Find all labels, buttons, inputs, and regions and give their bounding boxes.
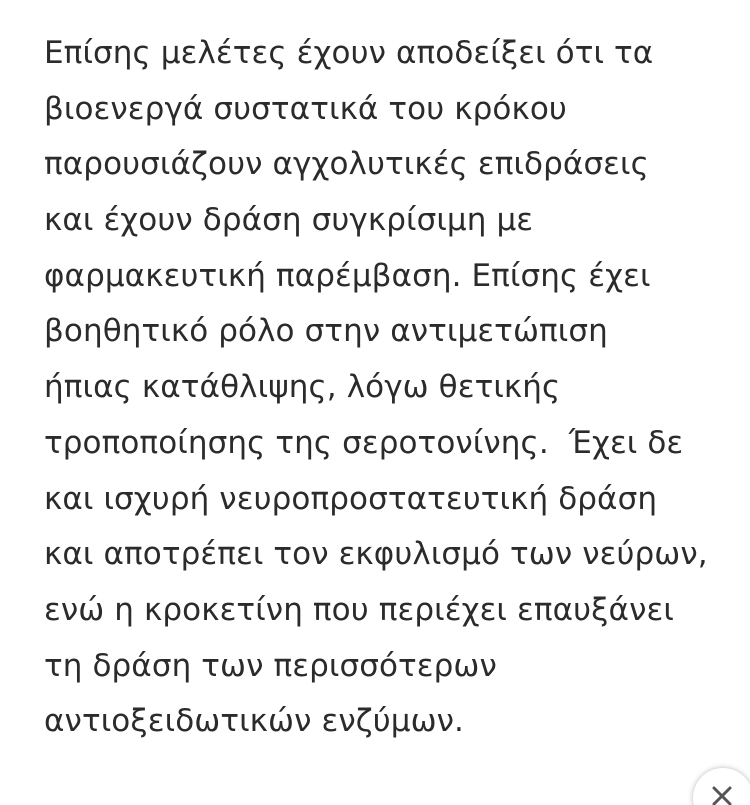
text-line: ενώ η κροκετίνη που περιέχει επαυξάνει (44, 591, 674, 628)
close-icon (711, 785, 733, 805)
text-line: βοηθητικό ρόλο στην αντιμετώπιση (44, 313, 608, 350)
text-line: τη δράση των περισσότερων (44, 647, 497, 684)
close-button[interactable] (693, 768, 750, 805)
text-line: παρουσιάζουν αγχολυτικές επιδράσεις (44, 146, 649, 183)
text-line: φαρμακευτική παρέμβαση. Επίσης έχει (44, 257, 651, 294)
text-line: ήπιας κατάθλιψης, λόγω θετικής (44, 369, 561, 406)
text-line: και ισχυρή νευροπροστατευτική δράση (44, 480, 658, 517)
article-paragraph (44, 26, 734, 750)
text-line: και αποτρέπει τον εκφυλισμό των νεύρων, (44, 536, 708, 573)
text-line: βιοενεργά συστατικά του κρόκου (44, 90, 567, 127)
text-line: Επίσης μελέτες έχουν αποδείξει ότι τα (44, 35, 654, 71)
text-line: αντιοξειδωτικών ενζύμων. (44, 703, 465, 740)
text-line: και έχουν δράση συγκρίσιμη με (44, 202, 534, 239)
text-line: τροποποίησης της σεροτονίνης. Έχει δε (44, 424, 684, 461)
